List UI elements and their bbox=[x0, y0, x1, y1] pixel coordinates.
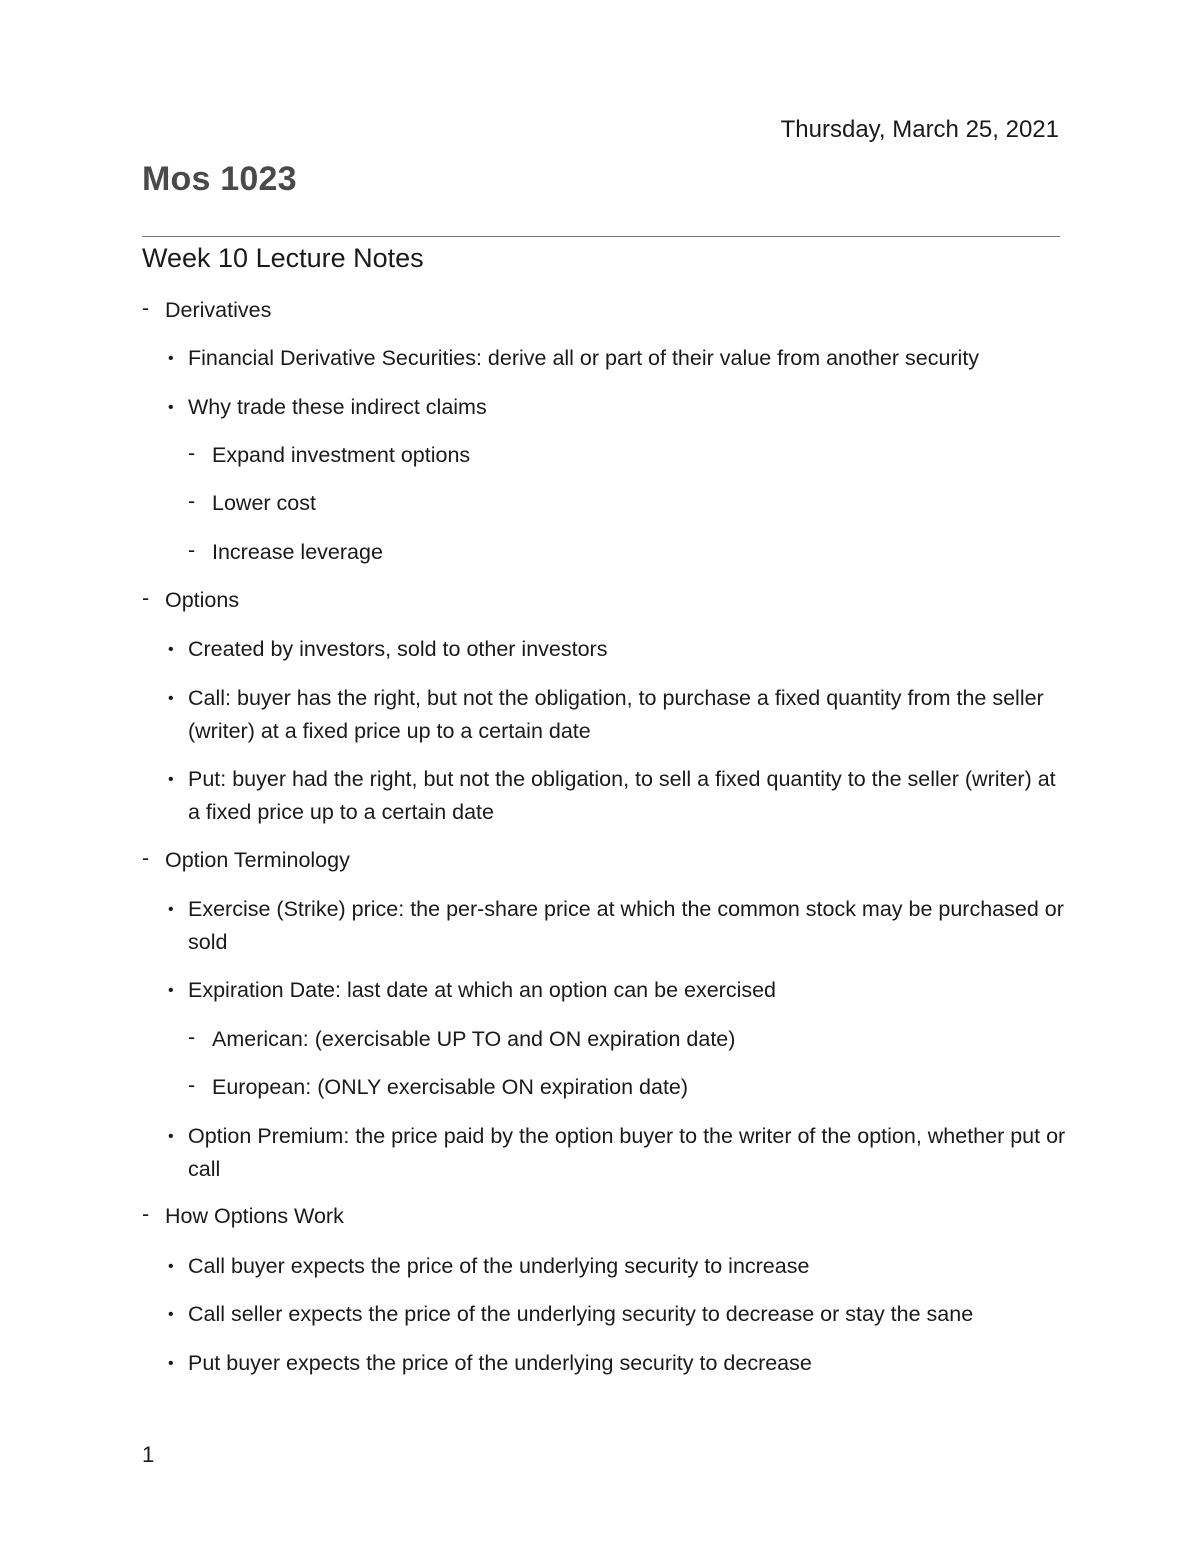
bullet-marker: • bbox=[168, 1128, 174, 1145]
list-item-text: Increase leverage bbox=[212, 540, 383, 564]
dash-marker: - bbox=[188, 1025, 196, 1049]
list-item bbox=[168, 974, 1068, 1007]
list-item-text: American: (exercisable UP TO and ON expiration date) bbox=[212, 1027, 736, 1051]
bullet-marker: • bbox=[168, 1258, 174, 1275]
dash-marker: - bbox=[142, 846, 150, 870]
bullet-marker: • bbox=[168, 399, 174, 416]
bullet-marker: • bbox=[168, 350, 174, 367]
list-item-text: Call seller expects the price of the underlying security to decrease or stay the sane bbox=[188, 1302, 974, 1326]
page-number: 1 bbox=[142, 1442, 155, 1467]
list-item bbox=[142, 584, 240, 617]
list-item bbox=[142, 844, 350, 877]
list-item-text: Created by investors, sold to other investors bbox=[188, 637, 608, 661]
list-item bbox=[168, 1347, 1068, 1380]
list-item bbox=[188, 536, 383, 569]
list-item bbox=[142, 294, 272, 327]
dash-marker: - bbox=[142, 296, 150, 320]
bullet-marker: • bbox=[168, 771, 174, 788]
list-item bbox=[188, 1071, 689, 1104]
list-item-text: Option Premium: the price paid by the option buyer to the writer of the option, whether put or call bbox=[188, 1124, 1066, 1181]
dash-marker: - bbox=[188, 441, 196, 465]
bullet-marker: • bbox=[168, 641, 174, 658]
bullet-marker: • bbox=[168, 1306, 174, 1323]
list-item-text: Put buyer expects the price of the underlying security to decrease bbox=[188, 1351, 812, 1375]
list-item bbox=[168, 1298, 1068, 1331]
list-item bbox=[168, 893, 1068, 959]
list-item-text: Derivatives bbox=[165, 298, 272, 322]
document-date: Thursday, March 25, 2021 bbox=[780, 116, 1059, 143]
dash-marker: - bbox=[188, 538, 196, 562]
dash-marker: - bbox=[188, 1073, 196, 1097]
bullet-marker: • bbox=[168, 982, 174, 999]
list-item-text: Financial Derivative Securities: derive all or part of their value from another security bbox=[188, 346, 980, 370]
list-item bbox=[168, 1250, 1068, 1283]
list-item bbox=[168, 763, 1068, 829]
bullet-marker: • bbox=[168, 690, 174, 707]
list-item-text: Put: buyer had the right, but not the obligation, to sell a fixed quantity to the seller (writer) at a fixed price up to a certain date bbox=[188, 767, 1056, 824]
bullet-marker: • bbox=[168, 1355, 174, 1372]
list-item bbox=[188, 1023, 736, 1056]
list-item-text: Call: buyer has the right, but not the obligation, to purchase a fixed quantity from the seller (writer) at a fixed price up to a certain date bbox=[188, 686, 1044, 743]
list-item-text: Expand investment options bbox=[212, 443, 471, 467]
document-title: Mos 1023 bbox=[142, 160, 297, 198]
list-item-text: Option Terminology bbox=[165, 848, 350, 872]
list-item-text: How Options Work bbox=[165, 1204, 344, 1228]
dash-marker: - bbox=[142, 586, 150, 610]
list-item-text: Options bbox=[165, 588, 240, 612]
title-divider bbox=[142, 236, 1060, 237]
list-item-text: Lower cost bbox=[212, 491, 316, 515]
list-item-text: European: (ONLY exercisable ON expiration date) bbox=[212, 1075, 689, 1099]
list-item bbox=[168, 391, 1068, 424]
list-item bbox=[142, 1200, 344, 1233]
list-item bbox=[168, 682, 1068, 748]
section-heading: Week 10 Lecture Notes bbox=[142, 243, 424, 273]
list-item bbox=[188, 487, 316, 520]
list-item-text: Call buyer expects the price of the underlying security to increase bbox=[188, 1254, 810, 1278]
list-item bbox=[168, 342, 1068, 375]
list-item-text: Exercise (Strike) price: the per-share price at which the common stock may be purchased or sold bbox=[188, 897, 1064, 954]
dash-marker: - bbox=[188, 489, 196, 513]
list-item bbox=[188, 439, 471, 472]
list-item bbox=[168, 633, 1068, 666]
dash-marker: - bbox=[142, 1202, 150, 1226]
bullet-marker: • bbox=[168, 901, 174, 918]
list-item-text: Expiration Date: last date at which an option can be exercised bbox=[188, 978, 777, 1002]
list-item bbox=[168, 1120, 1068, 1186]
list-item-text: Why trade these indirect claims bbox=[188, 395, 487, 419]
